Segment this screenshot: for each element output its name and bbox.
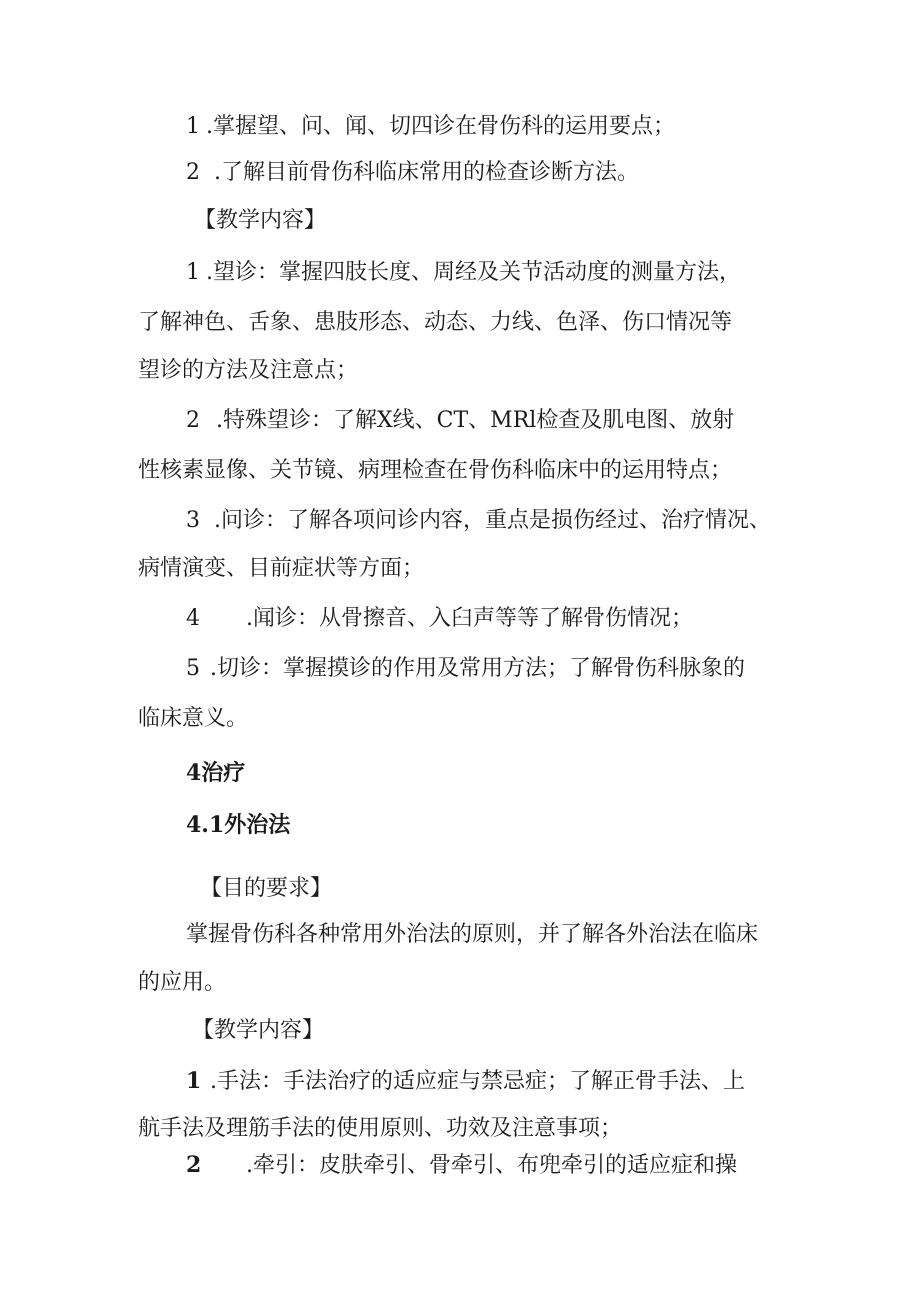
item-text: .闻诊：从骨擦音、入臼声等等了解骨伤情况；	[246, 606, 693, 631]
section-heading-teaching-content: 【教学内容】	[192, 1018, 325, 1043]
objective-item-1	[186, 112, 675, 142]
chapter-heading: 4治疗	[186, 760, 246, 786]
content-item-4	[186, 604, 693, 634]
paragraph-line: 病情演变、目前症状等方面；	[138, 556, 425, 581]
paragraph-line: 掌握骨伤科各种常用外治法的原则，并了解各外治法在临床	[186, 922, 759, 947]
item-number: 1	[186, 114, 200, 139]
item-number: 1	[186, 1068, 202, 1094]
item-number: 1	[186, 260, 200, 285]
item-text: .望诊：掌握四肢长度、周经及关节活动度的测量方法，	[206, 260, 741, 285]
content-item-1	[186, 258, 741, 288]
item-text: .了解目前骨伤科临床常用的检查诊断方法。	[214, 160, 639, 185]
item-text: .切诊：掌握摸诊的作用及常用方法；了解骨伤科脉象的	[210, 656, 745, 681]
content-item-5	[186, 654, 745, 684]
content-item-2	[186, 406, 734, 436]
section-heading-teaching-content: 【教学内容】	[194, 208, 327, 233]
item-number: 2	[186, 408, 200, 433]
item-number: 4	[186, 606, 200, 631]
paragraph-line: 性核素显像、关节镜、病理检查在骨伤科临床中的运用特点；	[138, 458, 733, 483]
paragraph-line: 临床意义。	[138, 706, 249, 731]
objective-item-2	[186, 158, 639, 188]
item-number: 5	[186, 656, 200, 681]
section-heading-objectives: 【目的要求】	[200, 876, 333, 901]
item-text: .手法：手法治疗的适应症与禁忌症；了解正骨手法、上	[210, 1069, 745, 1094]
item-text: .掌握望、问、闻、切四诊在骨伤科的运用要点；	[206, 114, 675, 139]
item-text: .特殊望诊：了解X线、CT、MRl检查及肌电图、放射	[216, 408, 735, 433]
subsection-heading: 4.1外治法	[186, 812, 291, 838]
item-number: 3	[186, 508, 200, 533]
paragraph-line: 的应用。	[138, 970, 227, 995]
item-number: 2	[186, 160, 200, 185]
item-text: .牵引：皮肤牵引、骨牵引、布兜牵引的适应症和操	[246, 1153, 737, 1178]
content-item-1	[186, 1066, 745, 1097]
content-item-3	[186, 506, 771, 536]
content-item-2	[186, 1150, 737, 1181]
paragraph-line: 了解神色、舌象、患肢形态、动态、力线、色泽、伤口情况等	[138, 310, 733, 335]
paragraph-line: 望诊的方法及注意点；	[138, 358, 359, 383]
paragraph-line: 航手法及理筋手法的使用原则、功效及注意事项；	[138, 1116, 623, 1141]
item-number: 2	[186, 1152, 202, 1178]
item-text: .问诊：了解各项问诊内容，重点是损伤经过、治疗情况、	[214, 508, 771, 533]
